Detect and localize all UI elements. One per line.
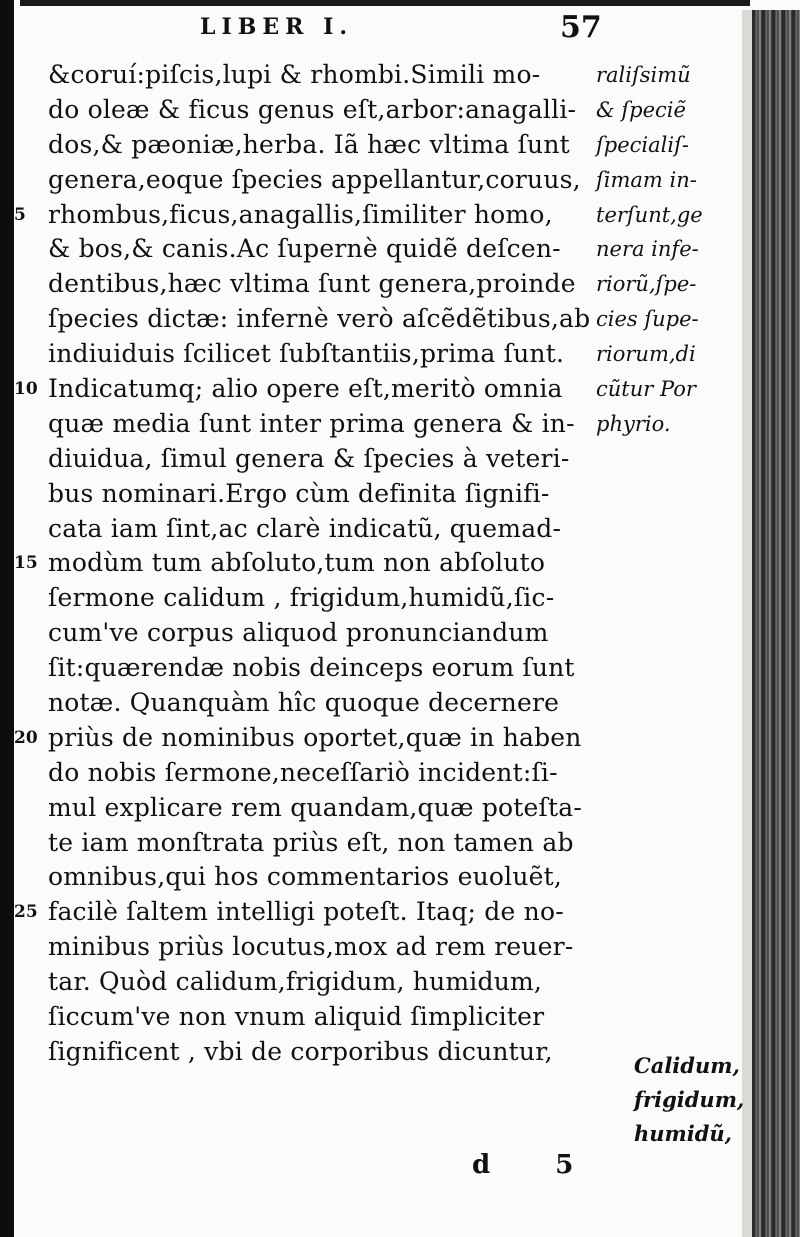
marginal-note-line: humidũ, [634, 1121, 732, 1146]
text-line [0, 512, 620, 547]
line-text: diuidua, ſimul genera & ſpecies à veteri- [48, 443, 570, 473]
line-text: tar. Quòd calidum,frigidum, humidum, [48, 967, 543, 997]
line-text: dentibus,hæc vltima ſunt genera,proinde [48, 269, 576, 299]
marginal-note-line: cies ſupe- [596, 307, 699, 332]
line-text: do nobis ſermone,neceſſariò incident:ſi- [48, 757, 558, 787]
text-line [0, 128, 620, 163]
text-line [0, 198, 620, 233]
text-line [0, 442, 620, 477]
line-text: ſermone calidum , frigidum,humidũ,ſic- [48, 583, 555, 613]
line-text: ſiccum've non vnum aliquid ſimpliciter [48, 1002, 545, 1032]
line-number: 25 [14, 902, 38, 923]
text-line [0, 651, 620, 686]
running-head: LIBER I. [200, 14, 354, 40]
marginal-note-line: phyrio. [596, 411, 671, 436]
text-line [0, 860, 620, 895]
text-line [0, 93, 620, 128]
line-text: cata iam ſint,ac clarè indicatũ, quemad- [48, 513, 562, 543]
line-text: ſpecies dictæ: infernè verò aſcẽdẽtibus,ab [48, 304, 591, 334]
marginal-note-line: & ſpeciẽ [596, 97, 686, 122]
line-text: & bos,& canis.Ac ſupernè quidẽ deſcen- [48, 234, 561, 264]
main-text-block [0, 58, 620, 1070]
page-number: 57 [560, 10, 602, 45]
line-text: bus nominari.Ergo cùm definita ſignifi- [48, 478, 550, 508]
marginal-note-porphyrio [596, 58, 756, 442]
line-text: rhombus,ficus,anagallis,ſimiliter homo, [48, 199, 553, 229]
text-line [0, 337, 620, 372]
marginal-note-line: cũtur Por [596, 377, 696, 402]
line-number: 20 [14, 727, 38, 748]
text-line [0, 686, 620, 721]
line-text: ſignificent , vbi de corporibus dicuntur, [48, 1036, 553, 1066]
text-line [0, 616, 620, 651]
signature-mark: d 5 [472, 1150, 602, 1180]
marginal-note-line: raliſsimũ [596, 63, 691, 87]
text-line [0, 302, 620, 337]
text-line [0, 581, 620, 616]
line-text: omnibus,qui hos commentarios euoluẽt, [48, 862, 563, 892]
text-line [0, 826, 620, 861]
text-line [0, 267, 620, 302]
line-text: modùm tum abſoluto,tum non abſoluto [48, 548, 546, 578]
marginal-note-line: ſpecialiſ- [596, 132, 689, 157]
marginal-note-line: nera infe- [596, 237, 699, 262]
top-rule [20, 0, 750, 6]
text-line [0, 407, 620, 442]
line-text: quæ media ſunt inter prima genera & in- [48, 408, 575, 438]
text-line [0, 791, 620, 826]
text-line [0, 477, 620, 512]
text-line [0, 372, 620, 407]
text-line [0, 721, 620, 756]
line-text: notæ. Quanquàm hîc quoque decernere [48, 688, 560, 718]
line-text: Indicatumq; alio opere eſt,meritò omnia [48, 374, 563, 404]
line-text: ſit:quærendæ nobis deinceps eorum ſunt [48, 653, 575, 683]
line-text: cum've corpus aliquod pronunciandum [48, 618, 549, 648]
line-text: mul explicare rem quandam,quæ poteſta- [48, 792, 583, 822]
text-line [0, 232, 620, 267]
text-line [0, 58, 620, 93]
text-line [0, 930, 620, 965]
line-number: 5 [14, 204, 26, 225]
text-line [0, 163, 620, 198]
text-line [0, 895, 620, 930]
text-line [0, 546, 620, 581]
marginal-note-calidum [634, 1049, 764, 1151]
line-number: 15 [14, 553, 38, 574]
line-text: facilè ſaltem intelligi poteſt. Itaq; de no- [48, 897, 564, 927]
page-header [0, 10, 740, 54]
line-text: do oleæ & ficus genus eſt,arbor:anagalli- [48, 94, 577, 124]
text-line [0, 965, 620, 1000]
line-text: indiuiduis ſcilicet ſubſtantiis,prima ſunt. [48, 339, 565, 369]
marginal-note-line: frigidum, [634, 1087, 745, 1112]
line-text: te iam monſtrata priùs eſt, non tamen ab [48, 827, 574, 857]
text-line [0, 1000, 620, 1035]
marginal-note-line: riorum,di [596, 342, 696, 367]
line-number: 10 [14, 379, 38, 400]
marginal-note-line: ſimam in- [596, 167, 697, 192]
line-text: minibus priùs locutus,mox ad rem reuer- [48, 932, 574, 962]
marginal-note-line: terſunt,ge [596, 202, 703, 227]
marginal-note-line: Calidum, [634, 1053, 740, 1078]
text-line [0, 1035, 620, 1070]
line-text: dos,& pæoniæ,herba. Iã hæc vltima ſunt [48, 129, 570, 159]
line-text: genera,eoque ſpecies appellantur,coruus, [48, 164, 581, 194]
line-text: priùs de nominibus oportet,quæ in haben [48, 722, 582, 752]
marginal-note-line: riorũ,ſpe- [596, 272, 697, 297]
text-line [0, 756, 620, 791]
line-text: &coruí:piſcis,lupi & rhombi.Simili mo- [48, 60, 541, 89]
